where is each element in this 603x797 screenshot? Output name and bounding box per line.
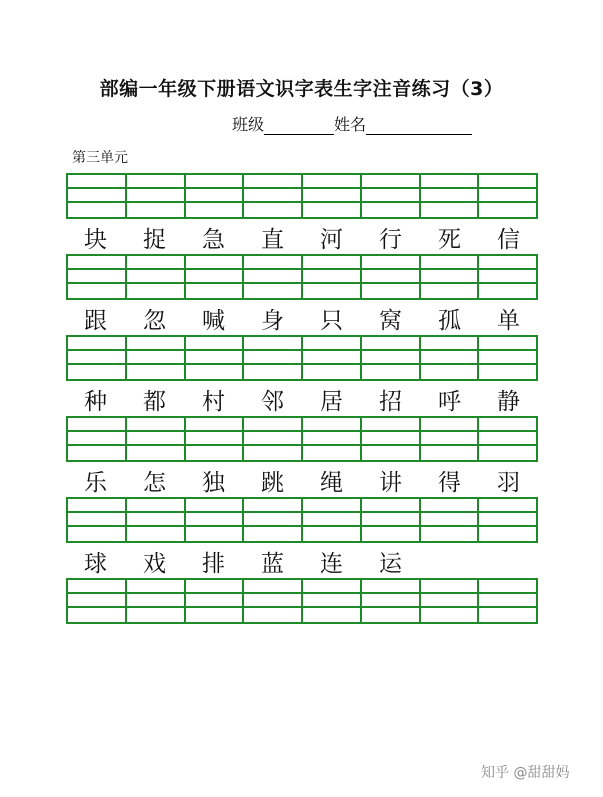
pinyin-cell[interactable] bbox=[421, 337, 480, 379]
character: 运 bbox=[379, 550, 402, 577]
pinyin-cell[interactable] bbox=[421, 256, 480, 298]
pinyin-cell[interactable] bbox=[186, 256, 245, 298]
pinyin-cell[interactable] bbox=[303, 256, 362, 298]
character: 戏 bbox=[143, 550, 166, 577]
character-row bbox=[66, 301, 538, 335]
unit-heading: 第三单元 bbox=[72, 150, 128, 166]
character-row bbox=[66, 544, 538, 578]
class-label: 班级 bbox=[232, 115, 265, 134]
pinyin-cell[interactable] bbox=[479, 337, 536, 379]
character: 行 bbox=[379, 226, 402, 253]
pinyin-cell[interactable] bbox=[186, 337, 245, 379]
pinyin-cell[interactable] bbox=[68, 337, 127, 379]
pinyin-cell[interactable] bbox=[479, 256, 536, 298]
pinyin-cell[interactable] bbox=[244, 499, 303, 541]
character: 单 bbox=[497, 307, 520, 334]
pinyin-cell[interactable] bbox=[127, 580, 186, 622]
student-info-line bbox=[232, 112, 472, 135]
pinyin-cell[interactable] bbox=[244, 337, 303, 379]
pinyin-cell[interactable] bbox=[186, 580, 245, 622]
pinyin-cell[interactable] bbox=[362, 418, 421, 460]
pinyin-cell[interactable] bbox=[186, 175, 245, 217]
pinyin-cell[interactable] bbox=[362, 175, 421, 217]
character: 跟 bbox=[84, 307, 107, 334]
pinyin-cell[interactable] bbox=[479, 175, 536, 217]
character: 河 bbox=[320, 226, 343, 253]
pinyin-cell[interactable] bbox=[421, 418, 480, 460]
pinyin-cell[interactable] bbox=[421, 499, 480, 541]
character: 得 bbox=[438, 469, 461, 496]
pinyin-cell[interactable] bbox=[68, 256, 127, 298]
pinyin-grid bbox=[66, 254, 538, 300]
pinyin-cell[interactable] bbox=[362, 256, 421, 298]
pinyin-cell[interactable] bbox=[303, 499, 362, 541]
character: 招 bbox=[379, 388, 402, 415]
character: 种 bbox=[84, 388, 107, 415]
character: 喊 bbox=[202, 307, 225, 334]
pinyin-cell[interactable] bbox=[127, 499, 186, 541]
pinyin-cell[interactable] bbox=[186, 418, 245, 460]
pinyin-cell[interactable] bbox=[244, 580, 303, 622]
pinyin-cell[interactable] bbox=[127, 175, 186, 217]
character: 急 bbox=[202, 226, 225, 253]
pinyin-cell[interactable] bbox=[479, 499, 536, 541]
character: 讲 bbox=[379, 469, 402, 496]
character: 连 bbox=[320, 550, 343, 577]
character-row bbox=[66, 463, 538, 497]
pinyin-cell[interactable] bbox=[244, 256, 303, 298]
pinyin-cell[interactable] bbox=[244, 175, 303, 217]
character: 忽 bbox=[143, 307, 166, 334]
pinyin-cell[interactable] bbox=[303, 337, 362, 379]
pinyin-cell[interactable] bbox=[68, 418, 127, 460]
pinyin-cell[interactable] bbox=[127, 418, 186, 460]
character: 球 bbox=[84, 550, 107, 577]
pinyin-cell[interactable] bbox=[479, 418, 536, 460]
character: 蓝 bbox=[261, 550, 284, 577]
pinyin-cell[interactable] bbox=[303, 175, 362, 217]
pinyin-cell[interactable] bbox=[421, 175, 480, 217]
character: 都 bbox=[143, 388, 166, 415]
character: 直 bbox=[261, 226, 284, 253]
pinyin-cell[interactable] bbox=[244, 418, 303, 460]
character: 死 bbox=[438, 226, 461, 253]
character: 乐 bbox=[84, 469, 107, 496]
watermark: 知乎 @甜甜妈 bbox=[481, 765, 570, 781]
character: 呼 bbox=[438, 388, 461, 415]
character: 跳 bbox=[261, 469, 284, 496]
character: 排 bbox=[202, 550, 225, 577]
character: 居 bbox=[320, 388, 343, 415]
character: 独 bbox=[202, 469, 225, 496]
pinyin-grid bbox=[66, 416, 538, 462]
pinyin-grid bbox=[66, 173, 538, 219]
pinyin-cell[interactable] bbox=[68, 175, 127, 217]
character: 块 bbox=[84, 226, 107, 253]
character: 捉 bbox=[143, 226, 166, 253]
pinyin-cell[interactable] bbox=[479, 580, 536, 622]
pinyin-cell[interactable] bbox=[127, 256, 186, 298]
pinyin-grid bbox=[66, 335, 538, 381]
pinyin-cell[interactable] bbox=[303, 580, 362, 622]
character-row bbox=[66, 382, 538, 416]
pinyin-cell[interactable] bbox=[362, 580, 421, 622]
character: 信 bbox=[497, 226, 520, 253]
pinyin-cell[interactable] bbox=[362, 337, 421, 379]
character: 只 bbox=[320, 307, 343, 334]
page-title: 部编一年级下册语文识字表生字注音练习（3） bbox=[99, 78, 504, 100]
pinyin-cell[interactable] bbox=[362, 499, 421, 541]
pinyin-cell[interactable] bbox=[68, 580, 127, 622]
character: 身 bbox=[261, 307, 284, 334]
character: 绳 bbox=[320, 469, 343, 496]
character: 村 bbox=[202, 388, 225, 415]
character: 怎 bbox=[143, 469, 166, 496]
character: 窝 bbox=[379, 307, 402, 334]
character: 孤 bbox=[438, 307, 461, 334]
pinyin-cell[interactable] bbox=[68, 499, 127, 541]
class-blank[interactable] bbox=[264, 118, 334, 135]
character-row bbox=[66, 220, 538, 254]
pinyin-cell[interactable] bbox=[421, 580, 480, 622]
pinyin-cell[interactable] bbox=[186, 499, 245, 541]
name-blank[interactable] bbox=[366, 118, 472, 135]
character: 羽 bbox=[497, 469, 520, 496]
character: 静 bbox=[497, 388, 520, 415]
character: 邻 bbox=[261, 388, 284, 415]
pinyin-cell[interactable] bbox=[303, 418, 362, 460]
pinyin-grid bbox=[66, 578, 538, 624]
pinyin-grid bbox=[66, 497, 538, 543]
name-label: 姓名 bbox=[334, 115, 367, 134]
pinyin-cell[interactable] bbox=[127, 337, 186, 379]
